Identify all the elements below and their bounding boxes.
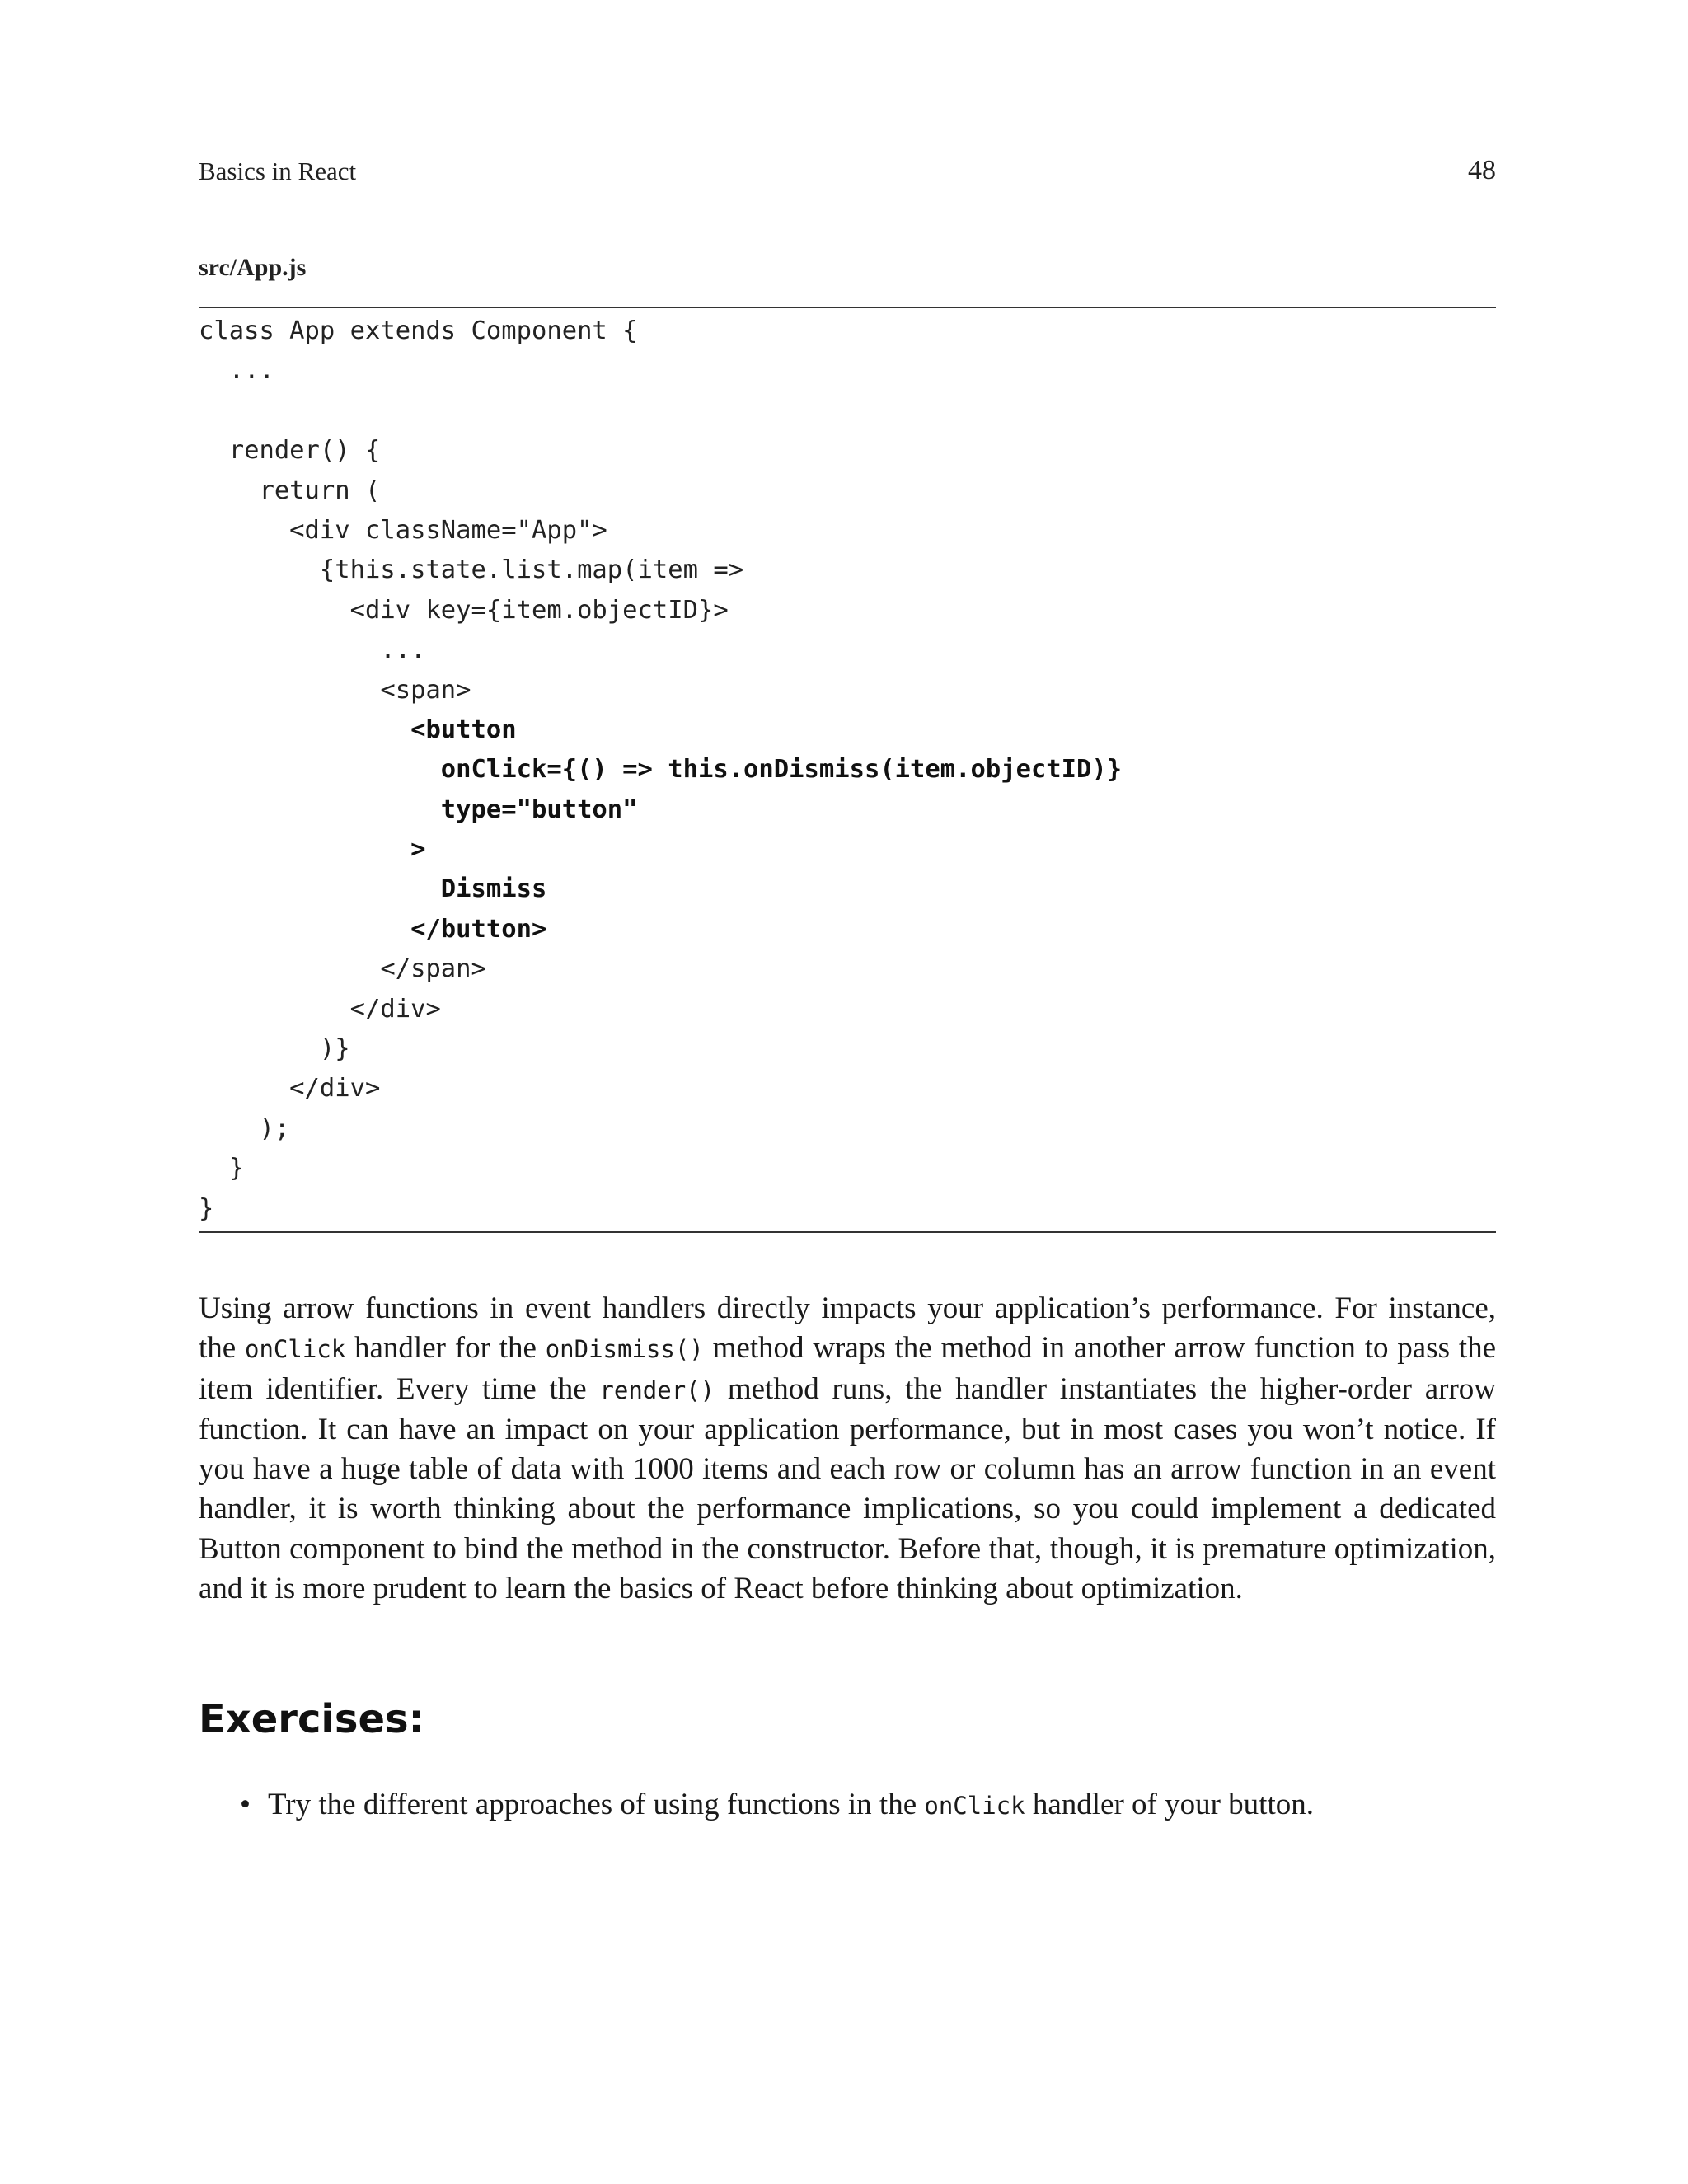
code-line: <button <box>199 715 517 744</box>
code-line: ... <box>199 356 274 386</box>
inline-code: onDismiss() <box>545 1335 704 1364</box>
code-line: } <box>199 1193 214 1223</box>
paragraph-text: Using arrow functions in event handlers directly impacts your application’s performance. For instance, the <box>199 1291 1496 1366</box>
exercise-list <box>199 1785 1496 1825</box>
code-line: )} <box>199 1034 350 1064</box>
exercise-text: Try the different approaches of using functions in the <box>268 1788 925 1821</box>
code-line: ... <box>199 635 426 665</box>
body-paragraph <box>199 1289 1496 1609</box>
code-line: </div> <box>199 994 441 1024</box>
paragraph-text: handler for the <box>345 1331 546 1366</box>
exercise-item <box>199 1785 1496 1825</box>
code-line: Dismiss <box>199 874 547 904</box>
code-line <box>199 391 1496 431</box>
code-block <box>199 312 1496 1229</box>
code-line: </span> <box>199 954 486 984</box>
code-line: </button> <box>199 914 547 944</box>
exercise-text: handler of your button. <box>1025 1788 1314 1821</box>
paragraph-text: method runs, the handler instantiates the higher-order arrow function. It can have an impact on your application performance, but in most cases you won’t notice. If you have a huge table of data with 1000 items and each row or column has an arrow function in an event handler, it is worth thinking about the performance implications, so you could implement a dedicated Button component to bind the method in the constructor. Before that, though, it is premature optimization, and it is more prudent to learn the basics of React before thinking about optimization. <box>199 1371 1496 1606</box>
code-top-rule <box>199 307 1496 308</box>
code-line: class App extends Component { <box>199 316 638 345</box>
code-line: <div key={item.objectID}> <box>199 595 729 625</box>
chapter-title: Basics in React <box>199 157 357 185</box>
inline-code: onClick <box>245 1335 346 1364</box>
exercises-heading: Exercises: <box>199 1696 424 1742</box>
inline-code: onClick <box>924 1792 1025 1820</box>
inline-code: render() <box>599 1376 715 1404</box>
page-number: 48 <box>1468 155 1496 185</box>
code-line: <span> <box>199 675 471 705</box>
code-line: onClick={() => this.onDismiss(item.objectID)} <box>199 755 1123 785</box>
bullet-icon: • <box>240 1788 251 1821</box>
code-line: type="button" <box>199 794 638 824</box>
code-line: } <box>199 1154 245 1183</box>
paragraph-text: method wraps the method in another arrow function to pass the item identifier. Every time the <box>199 1331 1497 1406</box>
code-line: return ( <box>199 476 381 505</box>
code-line: {this.state.list.map(item => <box>199 555 744 585</box>
code-bottom-rule <box>199 1231 1496 1233</box>
code-line: render() { <box>199 436 381 466</box>
code-line: </div> <box>199 1074 381 1104</box>
code-caption: src/App.js <box>199 254 307 281</box>
code-line: <div className="App"> <box>199 515 607 545</box>
code-line: ); <box>199 1113 290 1143</box>
running-header <box>199 157 1496 190</box>
code-line: > <box>199 835 426 865</box>
